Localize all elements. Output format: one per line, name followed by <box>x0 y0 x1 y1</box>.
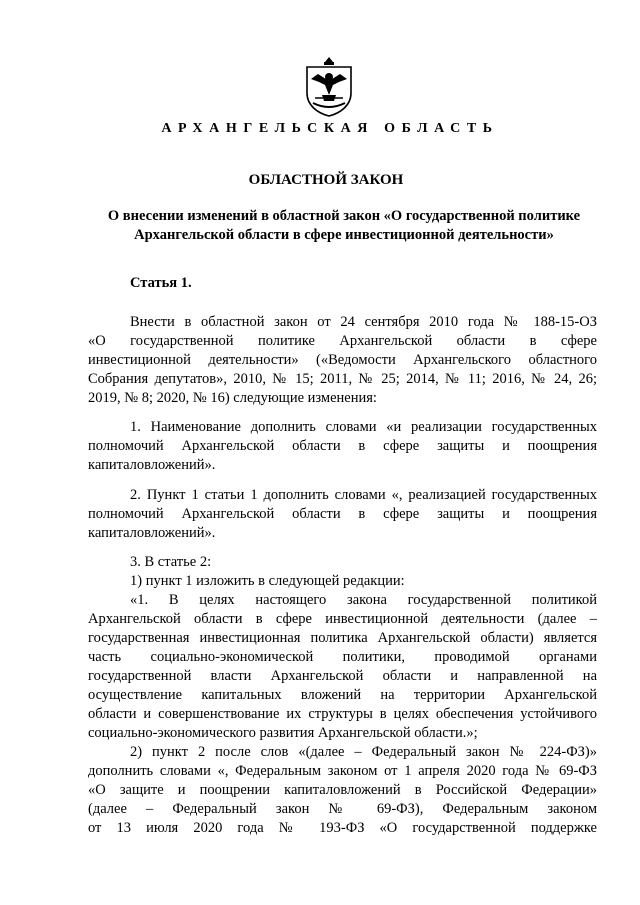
item-1-paragraph <box>88 418 597 475</box>
paragraph-line: капиталовложений». <box>88 457 216 473</box>
paragraph-line: 2019, № 8; 2020, № 16) следующие изменения: <box>88 390 377 406</box>
paragraph-line: 2. Пункт 1 статьи 1 дополнить словами «, реализацией государственных <box>130 487 597 503</box>
paragraph-line: (далее – Федеральный закон № 69-ФЗ), Федеральным законом <box>88 801 597 817</box>
paragraph-line: «О государственной политике Архангельской области в сфере <box>88 333 597 349</box>
paragraph-line: «1. В целях настоящего закона государственной политикой <box>130 592 597 608</box>
paragraph-line: полномочий Архангельской области в сфере защиты и поощрения <box>88 506 597 522</box>
paragraph-line: социально-экономического развития Архангельской области.»; <box>88 725 478 741</box>
paragraph-line: Собрания депутатов», 2010, № 15; 2011, № 25; 2014, № 11; 2016, № 24, 26; <box>88 371 597 387</box>
coat-of-arms-icon <box>303 55 355 117</box>
paragraph-line: 1. Наименование дополнить словами «и реализации государственных <box>130 419 597 435</box>
paragraph-line: Внести в областной закон от 24 сентября 2010 года № 188-15-ОЗ <box>130 314 597 330</box>
paragraph-line: инвестиционной деятельности» («Ведомости Архангельского областного <box>88 352 597 368</box>
paragraph-line: осуществление капитальных вложений на территории Архангельской <box>88 687 597 703</box>
paragraph-line: Архангельской области в сфере инвестиционной деятельности (далее – <box>88 611 597 627</box>
title-line: О внесении изменений в областной закон «О государственной политике <box>107 208 581 224</box>
paragraph-line: часть социально-экономической политики, проводимой органами <box>88 649 597 665</box>
region-name: АРХАНГЕЛЬСКАЯ ОБЛАСТЬ <box>161 121 499 136</box>
item-3-paragraph <box>88 553 597 838</box>
intro-paragraph <box>88 313 597 408</box>
paragraph-line: капиталовложений». <box>88 525 216 541</box>
paragraph-line: 2) пункт 2 после слов «(далее – Федеральный закон № 224-ФЗ)» <box>130 744 597 760</box>
paragraph-line: 3. В статье 2: <box>130 554 212 570</box>
document-type: ОБЛАСТНОЙ ЗАКОН <box>248 172 404 188</box>
paragraph-line: от 13 июля 2020 года № 193-ФЗ «О государственной поддержке <box>88 820 597 836</box>
paragraph-line: области и совершенствование их структуры в целях обеспечения устойчивого <box>88 706 597 722</box>
article-heading: Статья 1. <box>130 275 192 291</box>
paragraph-line: государственная инвестиционная политика Архангельской области) является <box>88 630 597 646</box>
paragraph-line: «О защите и поощрении капиталовложений в Российской Федерации» <box>88 782 597 798</box>
paragraph-line: дополнить словами «, Федеральным законом от 1 апреля 2020 года № 69-ФЗ <box>88 763 597 779</box>
document-title <box>88 207 600 245</box>
paragraph-line: 1) пункт 1 изложить в следующей редакции: <box>130 573 405 589</box>
paragraph-line: государственной власти Архангельской области и направленной на <box>88 668 597 684</box>
paragraph-line: полномочий Архангельской области в сфере защиты и поощрения <box>88 438 597 454</box>
title-line: Архангельской области в сфере инвестиционной деятельности» <box>134 227 554 243</box>
item-2-paragraph <box>88 486 597 543</box>
